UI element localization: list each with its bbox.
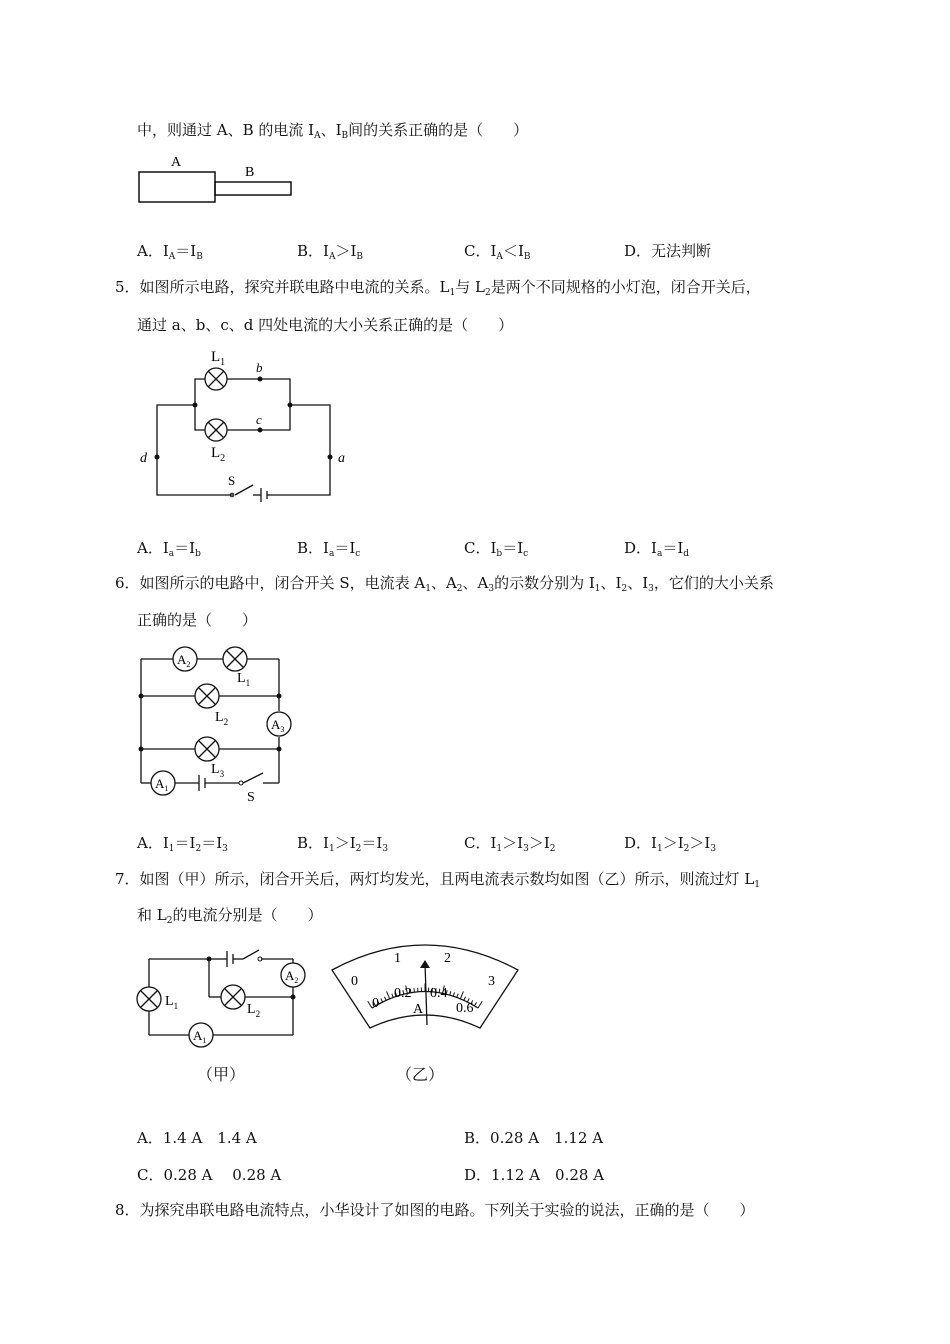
q6-option-d[interactable]: D．$I_1>I_2>I_3$	[624, 834, 717, 854]
dial-tick	[478, 1001, 482, 1008]
dial-tick	[464, 997, 466, 1001]
dial-tick	[453, 992, 454, 996]
label-l1: $L_1$	[237, 671, 251, 688]
meter-a1: $A_1$	[193, 1028, 207, 1045]
q4-option-c[interactable]: C．$I_A<I_B$	[464, 242, 531, 262]
dial-tick	[457, 994, 458, 998]
q7-ammeter-dial	[328, 940, 523, 1040]
q7-option-c[interactable]: C．0.28 A 0.28 A	[137, 1166, 282, 1184]
label-b: b	[256, 360, 263, 375]
meter-a3: $A_3$	[271, 717, 285, 734]
label-l2: $L_2$	[247, 1002, 261, 1019]
label-s: S	[247, 790, 255, 805]
q5-circuit-figure	[135, 345, 365, 510]
inner-0-4: 0.4	[430, 986, 448, 1001]
label-a: a	[338, 451, 345, 466]
q8-stem: 8．为探究串联电路电流特点，小华设计了如图的电路。下列关于实验的说法，正确的是（ ）	[115, 1201, 755, 1219]
inner-0: 0	[372, 996, 379, 1011]
unit-a: A	[413, 1002, 424, 1017]
q5-option-d[interactable]: D．$I_a=I_d$	[624, 539, 690, 559]
label-l3: $L_3$	[211, 762, 225, 779]
label-a: A	[171, 155, 182, 170]
q6-stem-line1: 6．如图所示的电路中，闭合开关 S，电流表 $A_1$、$A_2$、$A_3$的示数分别为 $I_1$、$I_2$、$I_3$，它们的大小关系	[115, 574, 774, 594]
q6-circuit-figure	[135, 643, 310, 808]
label-l2: $L_2$	[215, 710, 229, 727]
label-s: S	[228, 473, 236, 488]
conductor-a	[139, 172, 215, 202]
conductor-b	[215, 182, 291, 195]
dial-tick	[384, 997, 386, 1001]
q6-option-b[interactable]: B．$I_1>I_2=I_3$	[297, 834, 389, 854]
label-b: B	[245, 165, 255, 180]
q7-stem-line1: 7．如图（甲）所示，闭合开关后，两灯均发光，且两电流表示数均如图（乙）所示，则流过灯 $L_1$	[115, 870, 761, 890]
label-l2: $L_2$	[211, 445, 226, 464]
dial-tick	[381, 998, 383, 1002]
q5-stem-line1: 5．如图所示电路，探究并联电路中电流的关系。$L_1$与 $L_2$是两个不同规格的小灯泡，闭合开关后，	[115, 278, 761, 298]
dial-tick	[450, 991, 451, 995]
inner-0-6: 0.6	[456, 1001, 474, 1016]
label-d: d	[140, 451, 147, 466]
dial-tick	[387, 991, 390, 998]
q7-option-d[interactable]: D．1.12 A 0.28 A	[464, 1166, 605, 1184]
outer-3: 3	[488, 974, 495, 989]
outer-1: 1	[394, 951, 401, 966]
q6-stem-line2: 正确的是（ ）	[137, 611, 258, 629]
q5-stem-line2: 通过 a、b、c、d 四处电流的大小关系正确的是（ ）	[137, 316, 514, 334]
meter-a1: $A_1$	[155, 776, 169, 793]
q7-option-a[interactable]: A．1.4 A 1.4 A	[137, 1129, 257, 1147]
dial-tick	[474, 1002, 476, 1005]
dial-tick	[392, 994, 393, 998]
dial-tick	[460, 991, 463, 998]
q4-option-d[interactable]: D．无法判断	[624, 242, 712, 260]
q6-option-a[interactable]: A．$I_1=I_2=I_3$	[137, 834, 228, 854]
caption-yi: （乙）	[396, 1065, 445, 1084]
q5-option-a[interactable]: A．$I_a=I_b$	[137, 539, 201, 559]
q7-circuit-figure-jia	[133, 945, 313, 1045]
q4-option-b[interactable]: B．$I_A>I_B$	[297, 242, 364, 262]
q7-stem-line2: 和 $L_2$的电流分别是（ ）	[137, 906, 323, 926]
label-l1: $L_1$	[211, 349, 226, 368]
q4-conductor-figure	[135, 150, 305, 210]
meter-a2: $A_2$	[285, 968, 299, 985]
q7-option-b[interactable]: B．0.28 A 1.12 A	[464, 1129, 604, 1147]
q5-option-b[interactable]: B．$I_a=I_c$	[297, 539, 361, 559]
caption-jia: （甲）	[197, 1065, 246, 1084]
label-c: c	[256, 412, 262, 427]
q6-option-c[interactable]: C．$I_1>I_3>I_2$	[464, 834, 556, 854]
outer-0: 0	[351, 974, 358, 989]
outer-2: 2	[444, 951, 451, 966]
inner-0-2: 0.2	[394, 986, 412, 1001]
label-l1: $L_1$	[165, 994, 179, 1011]
q5-option-c[interactable]: C．$I_b=I_c$	[464, 539, 529, 559]
q4-stem: 中，则通过 A、B 的电流 $I_A$、$I_B$间的关系正确的是（ ）	[137, 121, 529, 141]
meter-a2: $A_2$	[177, 652, 191, 669]
q4-option-a[interactable]: A．$I_A=I_B$	[137, 242, 203, 262]
